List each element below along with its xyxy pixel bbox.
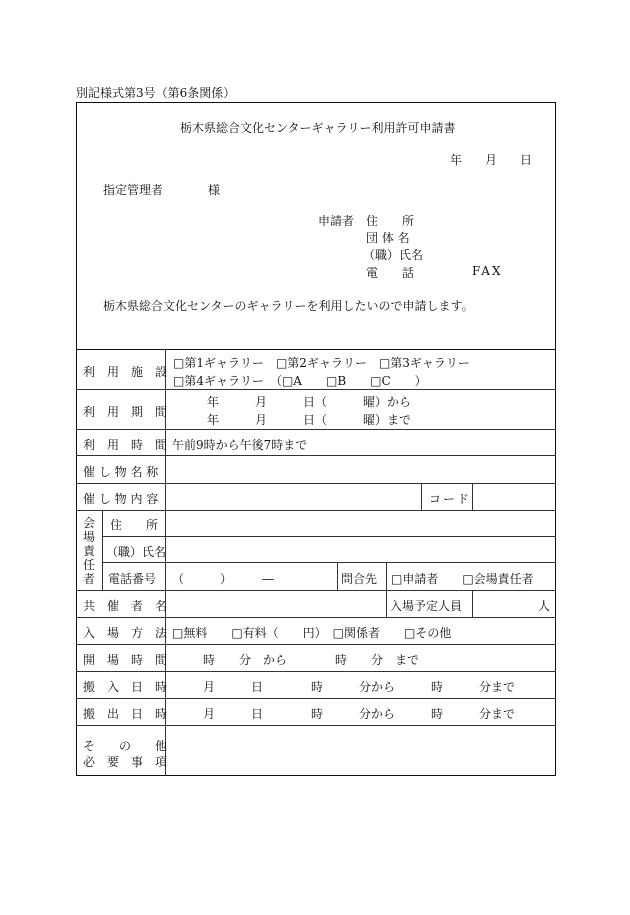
facility-options-line2[interactable]: □第4ギャラリー （□A □B □C ） [173,374,427,388]
carry-in-value[interactable]: 月 日 時 分から 時 分まで [203,680,516,694]
date-day[interactable]: 日 [520,153,533,167]
applicant-org-label: 団 体 名 [366,231,410,245]
application-statement: 栃木県総合文化センターのギャラリーを利用したいので申請します。 [103,299,474,313]
manager-address-label: 住 所 [110,518,159,532]
other-label-line1: そ の 他 [83,739,168,753]
carry-out-value[interactable]: 月 日 時 分から 時 分まで [203,707,516,721]
applicant-address-label: 住 所 [366,214,415,228]
hours-label: 利 用 時 間 [83,438,168,452]
applicant-label: 申請者 [318,214,355,228]
applicant-phone-label: 電 話 [366,266,415,280]
manager-name-label: （職）氏名 [106,545,167,559]
code-label: コード [429,492,472,506]
other-field[interactable] [168,728,552,772]
carry-out-label: 搬 出 日 時 [83,707,168,721]
open-time-value[interactable]: 時 分 から 時 分 まで [203,653,420,667]
attendance-unit: 人 [538,599,551,613]
period-start[interactable]: 年 月 日（ 曜）から [207,395,412,409]
period-label: 利 用 期 間 [83,405,168,419]
attendance-label: 入場予定人員 [390,599,463,613]
carry-in-label: 搬 入 日 時 [83,680,168,694]
open-time-label: 開 場 時 間 [83,653,168,667]
event-content-field[interactable] [168,486,418,508]
contact-label: 問合先 [341,572,378,586]
facility-label: 利 用 施 設 [83,365,168,379]
other-label-line2: 必 要 事 項 [83,755,168,769]
honorific: 様 [208,183,221,197]
admission-label: 入 場 方 法 [83,626,168,640]
applicant-name-label: （職）氏名 [363,248,424,262]
form-number: 別記様式第3号（第6条関係） [76,86,236,100]
manager-phone-field[interactable]: （ ） ― [172,572,275,586]
date-month[interactable]: 月 [485,153,498,167]
contact-options[interactable]: □申請者 □会場責任者 [391,572,534,586]
admission-options[interactable]: □無料 □有料（ 円） □関係者 □その他 [172,626,452,640]
date-year[interactable]: 年 [450,153,463,167]
cosponsor-field[interactable] [168,593,383,615]
event-content-label: 催 し 物 内 容 [83,492,159,506]
code-field[interactable] [475,486,553,508]
manager-name-field[interactable] [168,539,552,560]
hours-value: 午前9時から午後7時まで [172,438,308,452]
manager-group-label: 会場責任者 [83,516,96,586]
manager-address-field[interactable] [168,513,552,534]
event-name-field[interactable] [168,458,552,480]
addressee: 指定管理者 [103,183,164,197]
form-title: 栃木県総合文化センターギャラリー利用許可申請書 [180,121,456,135]
event-name-label: 催 し 物 名 称 [83,465,159,479]
facility-options-line1[interactable]: □第1ギャラリー □第2ギャラリー □第3ギャラリー [173,356,470,370]
applicant-fax-label: FAX [472,264,503,278]
cosponsor-label: 共 催 者 名 [83,599,168,613]
manager-phone-label: 電話番号 [108,572,157,586]
period-end[interactable]: 年 月 日（ 曜）まで [207,413,412,427]
